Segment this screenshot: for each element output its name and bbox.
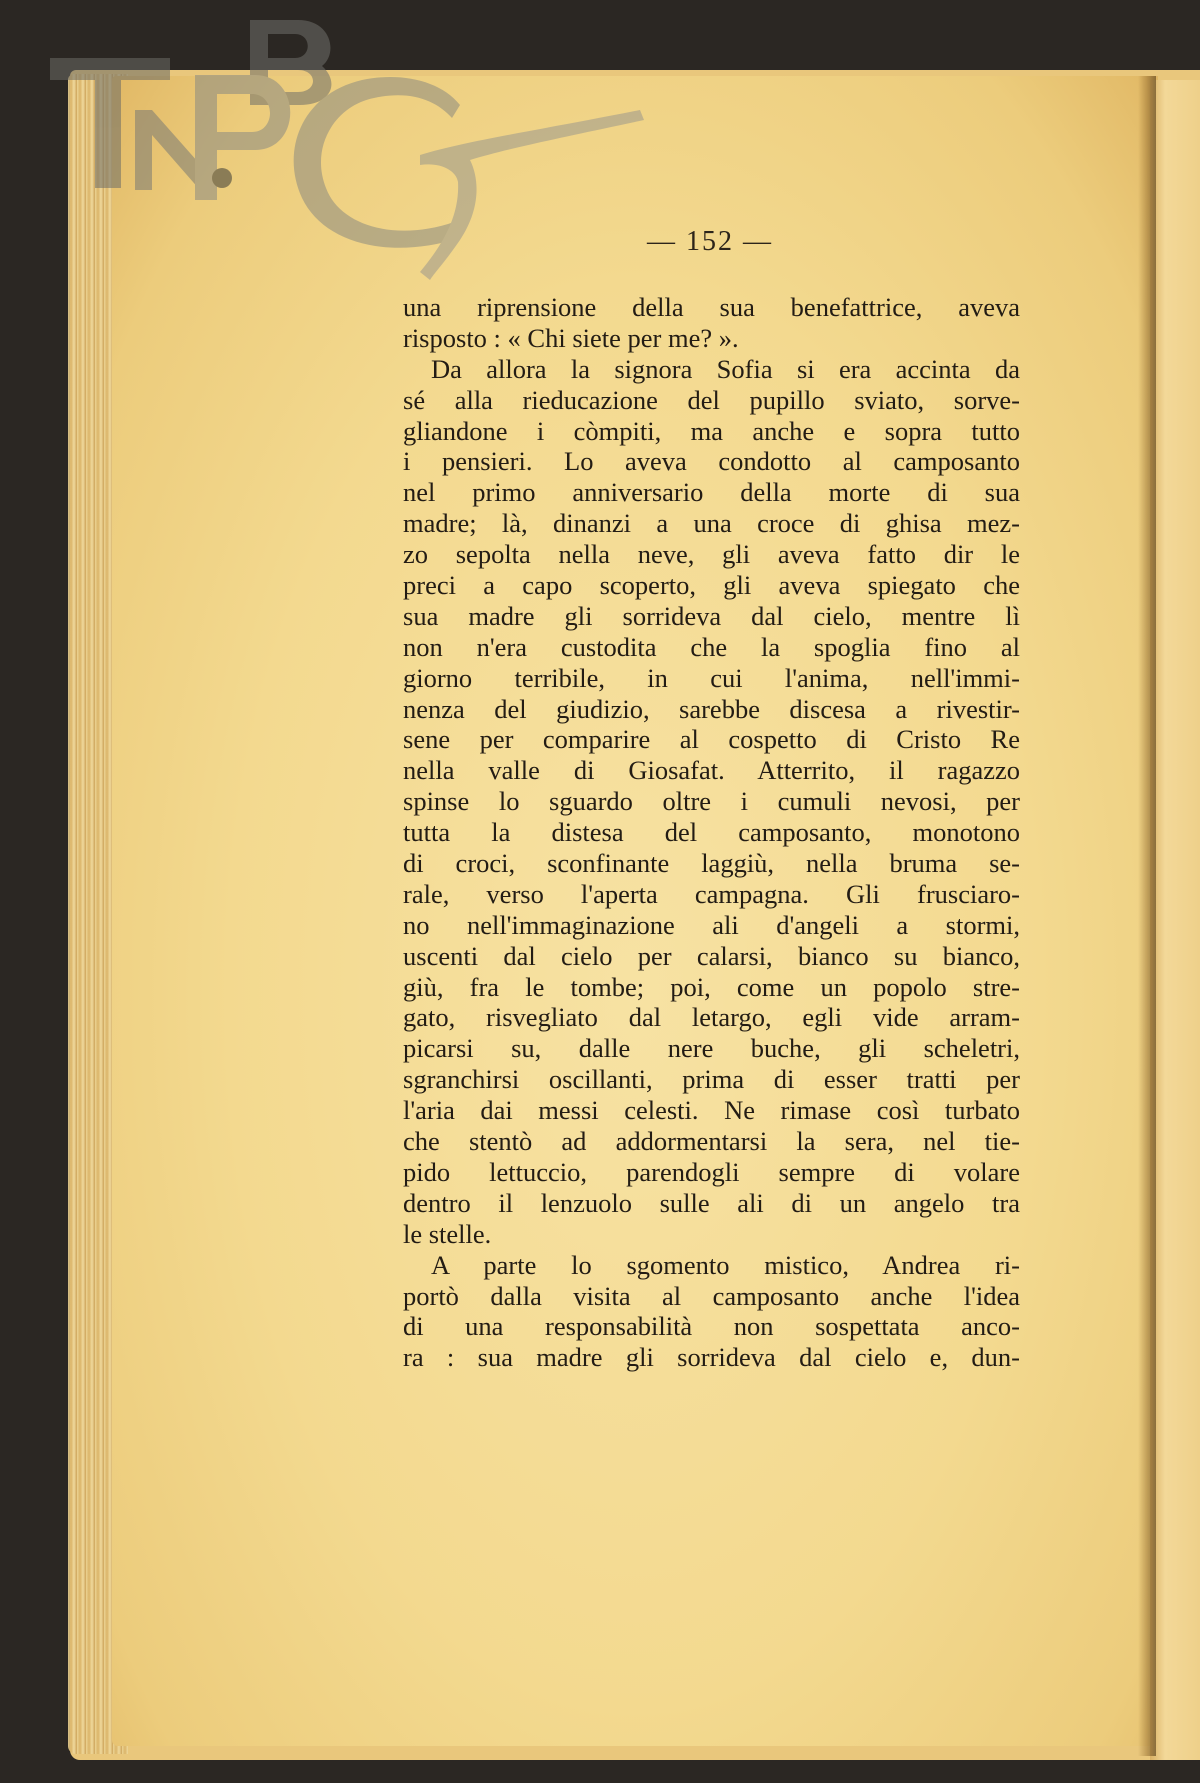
text-line: nel primo anniversario della morte di sua bbox=[403, 477, 1020, 508]
text-line: no nell'immaginazione ali d'angeli a stormi, bbox=[403, 909, 1020, 940]
text-line: madre; là, dinanzi a una croce di ghisa mez- bbox=[403, 508, 1020, 539]
watermark-letter-f bbox=[420, 110, 644, 280]
text-line: gato, risvegliato dal letargo, egli vide arram- bbox=[403, 1002, 1020, 1033]
body-text bbox=[403, 292, 1020, 1373]
text-line: di una responsabilità non sospettata anco- bbox=[403, 1311, 1020, 1342]
text-line: nenza del giudizio, sarebbe discesa a rivestir- bbox=[403, 693, 1020, 724]
text-line: portò dalla visita al camposanto anche l'idea bbox=[403, 1280, 1020, 1311]
text-line: che stentò ad addormentarsi la sera, nel tie- bbox=[403, 1126, 1020, 1157]
text-line: nella valle di Giosafat. Atterrito, il ragazzo bbox=[403, 755, 1020, 786]
text-line: A parte lo sgomento mistico, Andrea ri- bbox=[431, 1249, 1020, 1280]
book-gutter bbox=[1138, 76, 1156, 1756]
text-line: di croci, sconfinante laggiù, nella bruma se- bbox=[403, 848, 1020, 879]
text-line: dentro il lenzuolo sulle ali di un angelo tra bbox=[403, 1187, 1020, 1218]
library-watermark-logo bbox=[40, 10, 720, 310]
text-line: pido lettuccio, parendogli sempre di volare bbox=[403, 1156, 1020, 1187]
text-line: rale, verso l'aperta campagna. Gli frusciaro- bbox=[403, 878, 1020, 909]
text-line: le stelle. bbox=[403, 1218, 492, 1249]
text-line: sé alla rieducazione del pupillo sviato, sorve- bbox=[403, 384, 1020, 415]
facing-page-edge bbox=[1150, 80, 1200, 1760]
text-line: Da allora la signora Sofia si era accinta da bbox=[431, 353, 1020, 384]
text-line: preci a capo scoperto, gli aveva spiegato che bbox=[403, 570, 1020, 601]
text-line: gliandone i còmpiti, ma anche e sopra tutto bbox=[403, 415, 1020, 446]
text-line: non n'era custodita che la spoglia fino al bbox=[403, 631, 1020, 662]
text-line: sua madre gli sorrideva dal cielo, mentre lì bbox=[403, 600, 1020, 631]
text-line: una riprensione della sua benefattrice, aveva bbox=[403, 292, 1020, 322]
text-line: ra : sua madre gli sorrideva dal cielo e, dun- bbox=[403, 1342, 1020, 1373]
text-line: sgranchirsi oscillanti, prima di esser tratti per bbox=[403, 1064, 1020, 1095]
text-line: l'aria dai messi celesti. Ne rimase così turbato bbox=[403, 1095, 1020, 1126]
text-line: tutta la distesa del camposanto, monotono bbox=[403, 817, 1020, 848]
text-line: sene per comparire al cospetto di Cristo Re bbox=[403, 724, 1020, 755]
text-line: zo sepolta nella neve, gli aveva fatto dir le bbox=[403, 539, 1020, 570]
text-line: uscenti dal cielo per calarsi, bianco su bianco, bbox=[403, 940, 1020, 971]
text-line: giorno terribile, in cui l'anima, nell'immi- bbox=[403, 662, 1020, 693]
text-line: giù, fra le tombe; poi, come un popolo stre- bbox=[403, 971, 1020, 1002]
page-number: — 152 — bbox=[647, 226, 773, 257]
watermark-letter-p bbox=[195, 75, 290, 200]
text-line: picarsi su, dalle nere buche, gli scheletri, bbox=[403, 1033, 1020, 1064]
text-line: risposto : « Chi siete per me? ». bbox=[403, 322, 739, 353]
text-line: i pensieri. Lo aveva condotto al camposanto bbox=[403, 446, 1020, 477]
text-line: spinse lo sguardo oltre i cumuli nevosi, per bbox=[403, 786, 1020, 817]
